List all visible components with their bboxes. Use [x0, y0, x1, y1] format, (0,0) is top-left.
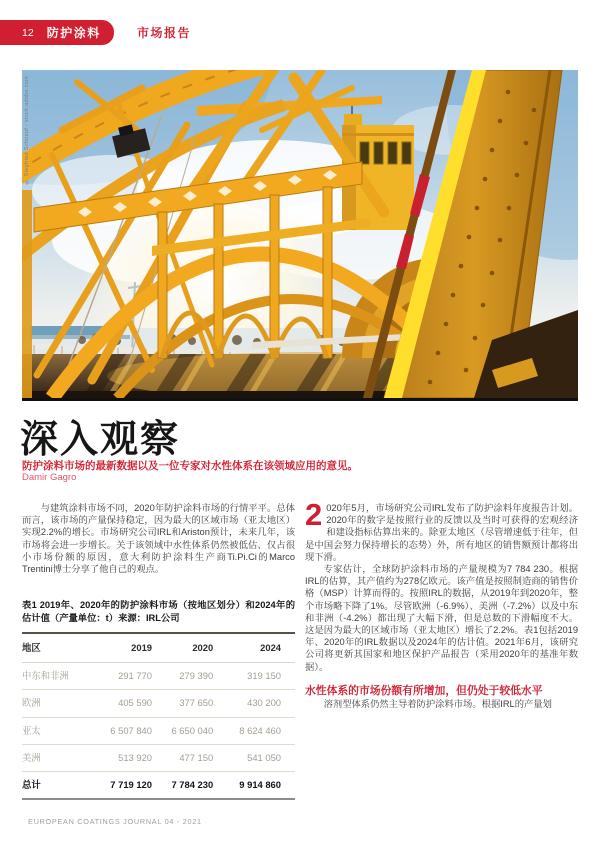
value-cell: 7 719 120 — [91, 772, 152, 800]
value-cell: 541 050 — [213, 744, 295, 771]
region-cell: 中东和非洲 — [22, 663, 91, 690]
table-header-2019: 2019 — [91, 633, 152, 663]
table-total-row — [22, 772, 295, 800]
photo-credit: © Siegfried Schnepf - stock.adobe.com — [24, 76, 30, 185]
value-cell: 513 920 — [91, 744, 152, 771]
table-row — [22, 663, 295, 690]
page-number: 12 — [22, 26, 34, 39]
value-cell: 7 784 230 — [152, 772, 213, 800]
category-label: 市场报告 — [137, 26, 192, 40]
value-cell: 319 150 — [213, 663, 295, 690]
table-header-2020: 2020 — [152, 633, 213, 663]
body-paragraph-2: 专家估计，全球防护涂料市场的产量规模为7 784 230。根据IRL的估算，其产值约为278亿欧元。该产值是按照制造商的销售价格（MSP）计算而得的。按照IRL的数据，从2019年到2020年，整个市场略下降了1%。尽管欧洲（-6.9%）、美洲（-7.2%）以及中东和非洲（-4.2%）都出现了大幅下滑，但是总数的下滑幅度不大。这是因为最大的区域市场（亚太地区）增长了2.2%。表1包括2019年、2020年的IRL数据以及2024年的估计值。2021年6月，该研究公司将更新其国家和地区保护产品报告（采用2020年的基准年数据）。 — [305, 564, 578, 672]
article-subtitle: 防护涂料市场的最新数据以及一位专家对水性体系在该领域应用的意见。 — [22, 460, 358, 472]
intro-paragraph: 与建筑涂料市场不同，2020年防护涂料市场的行情平平。总体而言，该市场的产量保持稳定，因为最大的区域市场（亚太地区）实现2.2%的增长。市场研究公司IRL和Ariston预计，未来几年，该市场将会进一步增长。关于该领域中水性体系仍然被低估、仅占很小市场份额的原因，意大利防护涂料生产商Ti.Pi.Ci的Marco Trentini博士分享了他自己的观点。 — [22, 503, 295, 575]
region-cell: 亚太 — [22, 717, 91, 744]
bridge-photo-illustration — [22, 70, 578, 398]
table-header-row — [22, 633, 295, 663]
column-left — [22, 502, 295, 800]
value-cell: 430 200 — [213, 690, 295, 717]
table-row — [22, 744, 295, 771]
value-cell: 9 914 860 — [213, 772, 295, 800]
region-cell: 美洲 — [22, 744, 91, 771]
value-cell: 477 150 — [152, 744, 213, 771]
section-label: 防护涂料 — [46, 26, 101, 40]
region-cell: 总计 — [22, 772, 91, 800]
value-cell: 279 390 — [152, 663, 213, 690]
body-paragraph-1 — [305, 497, 578, 563]
bridge-photo — [22, 70, 578, 401]
drop-cap: 2 — [305, 497, 323, 532]
article-author: Damir Gagro — [22, 472, 77, 483]
market-table — [22, 632, 295, 800]
table-header-region: 地区 — [22, 633, 91, 663]
table-row — [22, 690, 295, 717]
value-cell: 6 507 840 — [91, 717, 152, 744]
region-cell: 欧洲 — [22, 690, 91, 717]
paragraph-1-text: 020年5月，市场研究公司IRL发布了防护涂料年度报告计划。2020年的数字是按照行业的反馈以及当时可获得的宏观经济和建设指标估算出来的。除亚太地区（尽管增速低于往年，但是中国会努力保持增长的态势）外，所有地区的销售额预计都将出现下滑。 — [305, 503, 578, 562]
journal-footer: EUROPEAN COATINGS JOURNAL 04 - 2021 — [28, 817, 202, 826]
subheading: 水性体系的市场份额有所增加，但仍处于较低水平 — [305, 684, 543, 697]
table-caption: 表1 2019年、2020年的防护涂料市场（按地区划分）和2024年的估计值（产量单位：t）来源：IRL公司 — [22, 600, 295, 623]
body-paragraph-3: 溶剂型体系仍然主导着防护涂料市场。根据IRL的产量划 — [323, 698, 552, 709]
section-badge — [0, 20, 114, 45]
value-cell: 377 650 — [152, 690, 213, 717]
value-cell: 405 590 — [91, 690, 152, 717]
value-cell: 6 650 040 — [152, 717, 213, 744]
column-right — [305, 497, 578, 710]
value-cell: 291 770 — [91, 663, 152, 690]
table-row — [22, 717, 295, 744]
value-cell: 8 624 460 — [213, 717, 295, 744]
table-header-2024: 2024 — [213, 633, 295, 663]
article-title: 深入观察 — [20, 419, 181, 461]
